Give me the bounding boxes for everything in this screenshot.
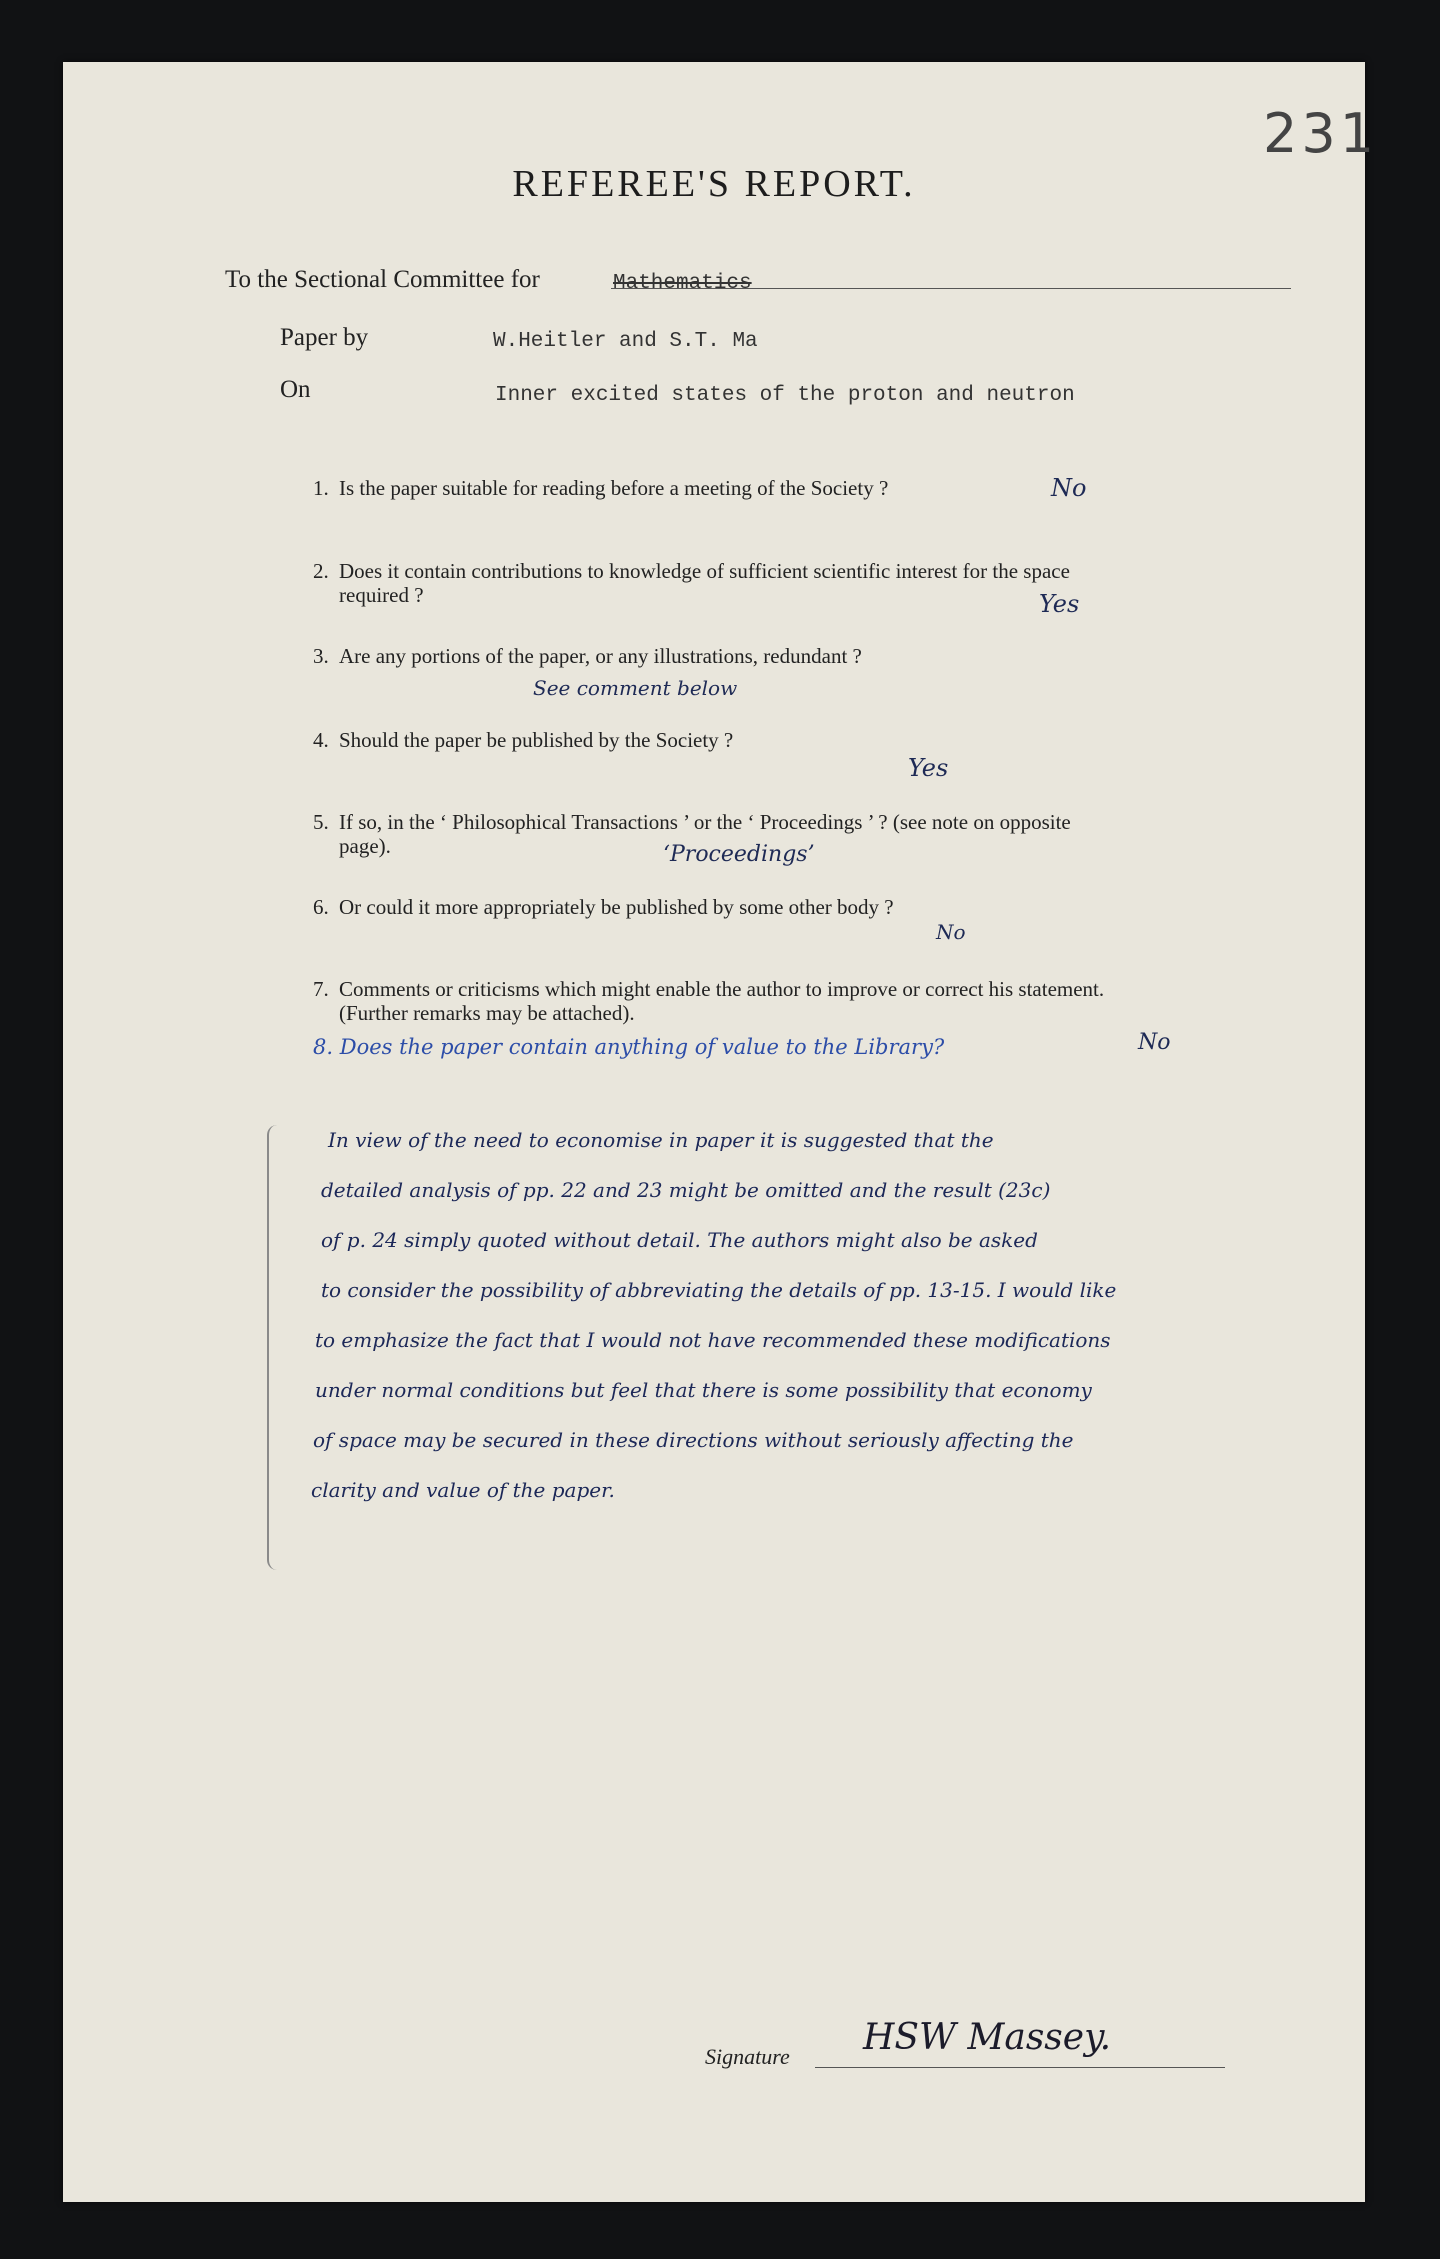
on-label: On — [280, 376, 311, 403]
signature-value: HSW Massey. — [863, 2017, 1112, 2058]
question-1: 1. Is the paper suitable for reading before a meeting of the Society ? — [313, 476, 889, 500]
page-title: REFEREE'S REPORT. — [512, 163, 916, 205]
committee-label: To the Sectional Committee for — [225, 266, 540, 293]
remark-line: to consider the possibility of abbreviating the details of pp. 13-15. I would like — [321, 1278, 1117, 1302]
paper-by-label: Paper by — [280, 324, 369, 351]
signature-label: Signature — [705, 2044, 790, 2069]
remark-line: In view of the need to economise in paper it is suggested that the — [328, 1128, 994, 1152]
remarks-bracket — [267, 1125, 279, 1570]
committee-value: Mathematics — [613, 272, 752, 295]
remark-line: under normal conditions but feel that there is some possibility that economy — [315, 1378, 1092, 1402]
report-sheet — [63, 62, 1379, 2202]
answer-6: No — [936, 920, 966, 944]
folio-number: 231 — [1263, 102, 1379, 165]
on-value: Inner excited states of the proton and neutron — [495, 384, 1075, 407]
remark-line: clarity and value of the paper. — [311, 1478, 615, 1502]
paper-by-value: W.Heitler and S.T. Ma — [493, 330, 758, 353]
answer-8: No — [1138, 1030, 1171, 1055]
question-5: 5. If so, in the ‘ Philosophical Transactions ’ or the ‘ Proceedings ’ ? (see note on opposite page). — [313, 810, 1071, 858]
answer-4: Yes — [908, 754, 949, 782]
question-8: 8. Does the paper contain anything of value to the Library? — [313, 1035, 945, 1059]
answer-5: ‘Proceedings’ — [663, 842, 815, 867]
remark-line: of p. 24 simply quoted without detail. The authors might also be asked — [321, 1228, 1038, 1252]
question-4: 4. Should the paper be published by the Society ? — [313, 728, 734, 752]
question-2: 2. Does it contain contributions to knowledge of sufficient scientific interest for the space required ? — [313, 559, 1070, 607]
remark-line: to emphasize the fact that I would not have recommended these modifications — [315, 1328, 1111, 1352]
question-7: 7. Comments or criticisms which might enable the author to improve or correct his statement. (Further remarks may be attached). — [313, 977, 1105, 1025]
answer-1: No — [1051, 474, 1087, 502]
answer-3: See comment below — [533, 676, 738, 700]
committee-rule — [611, 288, 1291, 289]
answer-2: Yes — [1039, 590, 1080, 618]
signature-rule — [815, 2067, 1225, 2068]
remark-line: detailed analysis of pp. 22 and 23 might be omitted and the result (23c) — [321, 1178, 1051, 1202]
question-6: 6. Or could it more appropriately be published by some other body ? — [313, 895, 894, 919]
question-3: 3. Are any portions of the paper, or any illustrations, redundant ? — [313, 644, 862, 668]
remark-line: of space may be secured in these directions without seriously affecting the — [313, 1428, 1074, 1452]
